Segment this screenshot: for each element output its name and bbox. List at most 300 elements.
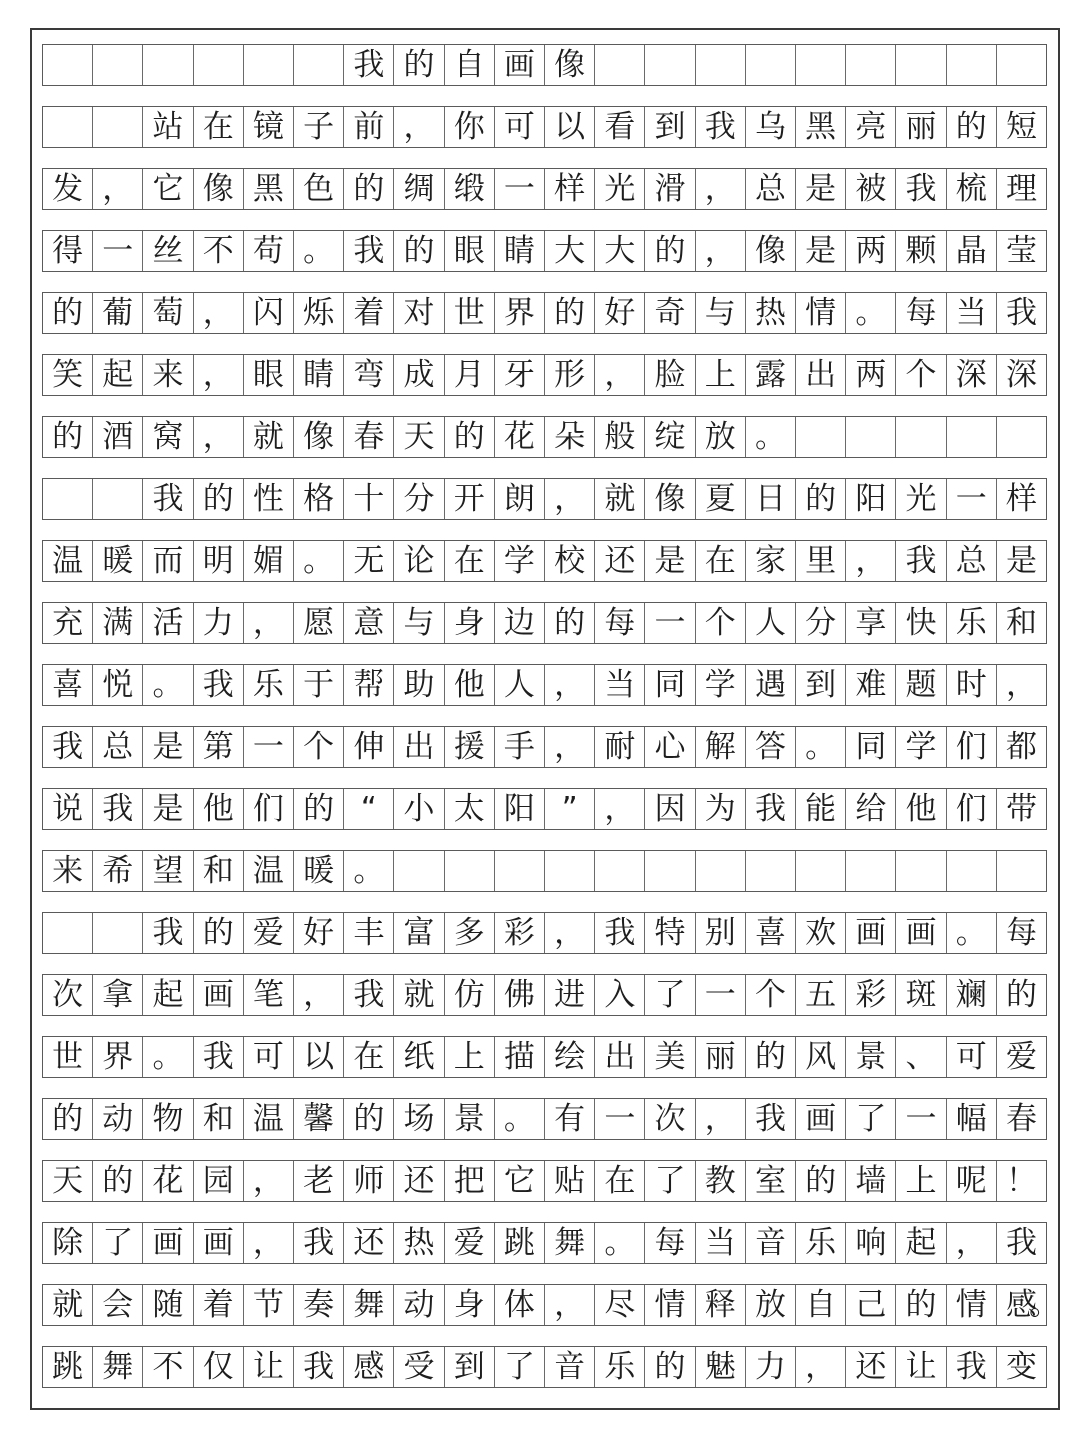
grid-cell: 我 (344, 231, 394, 271)
grid-cell: 的 (344, 169, 394, 209)
grid-cell: 画 (846, 913, 896, 953)
grid-cell (896, 45, 946, 85)
grid-cell: 性 (244, 479, 294, 519)
grid-cell: ， (545, 727, 595, 767)
grid-cell (896, 417, 946, 457)
grid-cell: 站 (143, 107, 193, 147)
grid-cell: 解 (696, 727, 746, 767)
grid-cell: 个 (294, 727, 344, 767)
grid-cell: 在 (696, 541, 746, 581)
grid-cell: 望 (143, 851, 193, 891)
grid-cell: 他 (896, 789, 946, 829)
grid-cell: 还 (595, 541, 645, 581)
grid-cell: 和 (1005, 604, 1037, 641)
grid-cell: ， (394, 107, 444, 147)
grid-cell: 丽 (896, 107, 946, 147)
grid-cell (846, 45, 896, 85)
grid-cell: 幅 (947, 1099, 997, 1139)
grid-cell: 小 (394, 789, 444, 829)
grid-cell: 的 (294, 789, 344, 829)
grid-cell: 随 (143, 1285, 193, 1325)
grid-cell (294, 45, 344, 85)
grid-cell: 是 (645, 541, 695, 581)
grid-cell: 的 (545, 293, 595, 333)
grid-cell: ， (796, 1347, 846, 1387)
grid-cell (545, 851, 595, 891)
grid-cell: 把 (445, 1161, 495, 1201)
grid-cell: 一 (947, 479, 997, 519)
grid-cell: 描 (495, 1037, 545, 1077)
grid-cell (846, 417, 896, 457)
grid-cell: 一 (696, 975, 746, 1015)
grid-cell: 欢 (796, 913, 846, 953)
grid-cell: 满 (93, 603, 143, 643)
grid-cell: 景 (445, 1099, 495, 1139)
grid-cell: 第 (194, 727, 244, 767)
grid-cell: 次 (645, 1099, 695, 1139)
grid-cell: ， (947, 1223, 997, 1263)
grid-cell: 力 (194, 603, 244, 643)
grid-cell (696, 45, 746, 85)
grid-cell: 意 (344, 603, 394, 643)
grid-row (42, 540, 1047, 582)
grid-row (42, 416, 1047, 458)
grid-cell: 萄 (143, 293, 193, 333)
grid-cell: 当 (595, 665, 645, 705)
grid-cell: 花 (495, 417, 545, 457)
grid-cell: 音 (545, 1347, 595, 1387)
grid-row (42, 974, 1047, 1016)
grid-cell: 上 (445, 1037, 495, 1077)
grid-cell: 酒 (93, 417, 143, 457)
grid-cell: ， (93, 169, 143, 209)
grid-cell: 喜 (746, 913, 796, 953)
grid-cell: 边 (495, 603, 545, 643)
grid-cell: 情 (796, 293, 846, 333)
grid-cell: 的 (1005, 976, 1037, 1013)
grid-cell: 仿 (445, 975, 495, 1015)
grid-cell: 子 (294, 107, 344, 147)
grid-cell: 我 (696, 107, 746, 147)
grid-cell: 我 (746, 1099, 796, 1139)
grid-cell (595, 851, 645, 891)
grid-cell: ， (194, 417, 244, 457)
grid-cell: 了 (645, 975, 695, 1015)
grid-row (42, 1160, 1047, 1202)
grid-cell: 的 (947, 107, 997, 147)
grid-cell: 纸 (394, 1037, 444, 1077)
grid-cell (746, 851, 796, 891)
grid-cell: 的 (194, 913, 244, 953)
grid-cell: 镜 (244, 107, 294, 147)
grid-cell (394, 851, 444, 891)
grid-cell: 像 (294, 417, 344, 457)
grid-cell: 教 (696, 1161, 746, 1201)
grid-cell: 界 (93, 1037, 143, 1077)
grid-cell: 我 (143, 913, 193, 953)
grid-cell: 滑 (645, 169, 695, 209)
grid-cell (495, 851, 545, 891)
grid-cell: ， (194, 355, 244, 395)
grid-cell: 日 (746, 479, 796, 519)
grid-cell: 画 (194, 975, 244, 1015)
grid-cell: 眼 (445, 231, 495, 271)
grid-cell: 景 (846, 1037, 896, 1077)
grid-cell: ， (696, 231, 746, 271)
grid-cell: 每 (1005, 914, 1037, 951)
grid-cell: 像 (545, 45, 595, 85)
grid-cell: 暖 (294, 851, 344, 891)
grid-cell: 学 (696, 665, 746, 705)
grid-cell: 放 (746, 1285, 796, 1325)
grid-cell: 一 (93, 231, 143, 271)
grid-cell (645, 851, 695, 891)
grid-cell: 是 (796, 169, 846, 209)
grid-cell: 享 (846, 603, 896, 643)
grid-row (42, 726, 1047, 768)
grid-cell (997, 45, 1046, 85)
grid-cell: 他 (445, 665, 495, 705)
grid-cell: 弯 (344, 355, 394, 395)
grid-row (42, 912, 1047, 954)
grid-cell: 天 (394, 417, 444, 457)
grid-cell: 我 (294, 1223, 344, 1263)
overflow-punctuation: 。 (1029, 1286, 1061, 1323)
grid-cell: 身 (445, 603, 495, 643)
grid-cell: 风 (796, 1037, 846, 1077)
grid-row (42, 292, 1047, 334)
grid-cell: 前 (344, 107, 394, 147)
grid-cell: 于 (294, 665, 344, 705)
grid-cell: 像 (645, 479, 695, 519)
grid-cell: 自 (796, 1285, 846, 1325)
grid-cell: 梳 (947, 169, 997, 209)
grid-cell: 的 (43, 293, 93, 333)
grid-cell (846, 851, 896, 891)
grid-cell: 脸 (645, 355, 695, 395)
grid-cell: 别 (696, 913, 746, 953)
grid-cell (143, 45, 193, 85)
grid-cell: 与 (394, 603, 444, 643)
grid-cell: 感 (344, 1347, 394, 1387)
grid-cell: 理 (1005, 170, 1037, 207)
grid-cell: 我 (194, 665, 244, 705)
grid-cell: 我 (1005, 1224, 1037, 1261)
grid-cell: 样 (1005, 480, 1037, 517)
grid-cell: 能 (796, 789, 846, 829)
grid-cell: 为 (696, 789, 746, 829)
grid-cell: 给 (846, 789, 896, 829)
grid-cell: 来 (43, 851, 93, 891)
grid-cell: 月 (445, 355, 495, 395)
grid-cell: 充 (43, 603, 93, 643)
grid-cell (947, 417, 997, 457)
grid-cell: 苟 (244, 231, 294, 271)
grid-cell: 阳 (846, 479, 896, 519)
grid-cell: 园 (194, 1161, 244, 1201)
grid-cell: 就 (595, 479, 645, 519)
grid-cell (43, 45, 93, 85)
grid-cell: 动 (394, 1285, 444, 1325)
grid-cell: 同 (846, 727, 896, 767)
grid-cell: 画 (796, 1099, 846, 1139)
grid-cell: 一 (244, 727, 294, 767)
grid-cell: 悦 (93, 665, 143, 705)
grid-cell: 爱 (244, 913, 294, 953)
grid-cell: 的 (43, 1099, 93, 1139)
grid-cell: 深 (1005, 356, 1037, 393)
grid-cell: 到 (796, 665, 846, 705)
grid-cell: 我 (344, 975, 394, 1015)
grid-cell: 我 (194, 1037, 244, 1077)
grid-cell: 形 (545, 355, 595, 395)
grid-cell: 仅 (194, 1347, 244, 1387)
grid-row (42, 1036, 1047, 1078)
grid-cell: 分 (796, 603, 846, 643)
grid-cell: 看 (595, 107, 645, 147)
grid-cell: 当 (696, 1223, 746, 1263)
grid-cell: 援 (445, 727, 495, 767)
grid-cell: 像 (746, 231, 796, 271)
grid-cell: 舞 (545, 1223, 595, 1263)
grid-cell: 会 (93, 1285, 143, 1325)
grid-cell: 分 (394, 479, 444, 519)
grid-cell (93, 45, 143, 85)
grid-cell: 、 (896, 1037, 946, 1077)
grid-cell: 在 (595, 1161, 645, 1201)
grid-cell: 。 (796, 727, 846, 767)
grid-cell: 朗 (495, 479, 545, 519)
grid-cell: “ (344, 789, 394, 829)
grid-cell: 的 (796, 1161, 846, 1201)
grid-cell: 释 (696, 1285, 746, 1325)
grid-cell: 。 (495, 1099, 545, 1139)
grid-cell (244, 45, 294, 85)
grid-cell: 无 (344, 541, 394, 581)
grid-cell: ， (545, 1285, 595, 1325)
grid-cell: 乌 (746, 107, 796, 147)
grid-cell: 可 (947, 1037, 997, 1077)
grid-cell: 是 (143, 789, 193, 829)
grid-cell: 光 (896, 479, 946, 519)
grid-cell: 上 (696, 355, 746, 395)
grid-cell: 花 (143, 1161, 193, 1201)
grid-cell: 我 (947, 1347, 997, 1387)
grid-cell: 了 (495, 1347, 545, 1387)
grid-cell: 受 (394, 1347, 444, 1387)
grid-cell: 跳 (495, 1223, 545, 1263)
grid-cell: 一 (645, 603, 695, 643)
grid-cell: 烁 (294, 293, 344, 333)
grid-cell: 手 (495, 727, 545, 767)
grid-cell: 己 (846, 1285, 896, 1325)
grid-cell: 每 (896, 293, 946, 333)
grid-cell (645, 45, 695, 85)
grid-cell: 伸 (344, 727, 394, 767)
grid-cell: 馨 (294, 1099, 344, 1139)
grid-cell: 的 (394, 231, 444, 271)
grid-row (42, 1222, 1047, 1264)
grid-cell: 格 (294, 479, 344, 519)
grid-cell: 黑 (244, 169, 294, 209)
grid-cell: 我 (43, 727, 93, 767)
grid-cell: 就 (43, 1285, 93, 1325)
grid-cell: 黑 (796, 107, 846, 147)
grid-cell: 是 (1005, 542, 1037, 579)
grid-cell: ， (846, 541, 896, 581)
grid-cell: 得 (43, 231, 93, 271)
grid-cell: 。 (846, 293, 896, 333)
grid-cell: 上 (896, 1161, 946, 1201)
grid-cell: 以 (294, 1037, 344, 1077)
grid-cell: 丽 (696, 1037, 746, 1077)
grid-cell: 拿 (93, 975, 143, 1015)
grid-cell: 每 (645, 1223, 695, 1263)
grid-cell: 开 (445, 479, 495, 519)
grid-cell (93, 107, 143, 147)
grid-cell: ， (244, 603, 294, 643)
grid-cell: 的 (43, 417, 93, 457)
grid-cell: 的 (896, 1285, 946, 1325)
grid-cell: 校 (545, 541, 595, 581)
grid-cell: 难 (846, 665, 896, 705)
grid-cell: 起 (896, 1223, 946, 1263)
grid-cell (93, 479, 143, 519)
grid-cell: 丰 (344, 913, 394, 953)
grid-cell: 界 (495, 293, 545, 333)
grid-cell: 两 (846, 231, 896, 271)
grid-cell: 斓 (947, 975, 997, 1015)
grid-cell: 暖 (93, 541, 143, 581)
grid-cell: 它 (495, 1161, 545, 1201)
grid-cell: 情 (947, 1285, 997, 1325)
grid-cell: ， (545, 665, 595, 705)
grid-cell: 让 (244, 1347, 294, 1387)
grid-cell: 总 (93, 727, 143, 767)
grid-cell: 不 (194, 231, 244, 271)
grid-cell: 学 (896, 727, 946, 767)
grid-cell: 。 (294, 231, 344, 271)
grid-cell: 起 (143, 975, 193, 1015)
grid-row (42, 1284, 1061, 1326)
grid-cell: 你 (445, 107, 495, 147)
grid-cell: 起 (93, 355, 143, 395)
grid-cell: 放 (696, 417, 746, 457)
grid-cell: 老 (294, 1161, 344, 1201)
grid-cell: 我 (896, 541, 946, 581)
grid-cell (997, 417, 1046, 457)
grid-row (42, 478, 1047, 520)
grid-cell: 出 (595, 1037, 645, 1077)
grid-cell: 在 (344, 1037, 394, 1077)
grid-cell: 乐 (244, 665, 294, 705)
grid-cell: 五 (796, 975, 846, 1015)
grid-cell: 里 (796, 541, 846, 581)
grid-cell: 春 (344, 417, 394, 457)
grid-cell: 入 (595, 975, 645, 1015)
grid-cell: 温 (244, 851, 294, 891)
grid-cell: 体 (495, 1285, 545, 1325)
grid-cell: 葡 (93, 293, 143, 333)
grid-cell: 晶 (947, 231, 997, 271)
grid-cell: 尽 (595, 1285, 645, 1325)
grid-cell: 春 (1005, 1100, 1037, 1137)
grid-cell: 我 (93, 789, 143, 829)
grid-cell: 让 (896, 1347, 946, 1387)
grid-cell: ， (595, 355, 645, 395)
grid-cell: 是 (143, 727, 193, 767)
grid-cell: 露 (746, 355, 796, 395)
grid-cell: 画 (143, 1223, 193, 1263)
grid-cell: 的 (344, 1099, 394, 1139)
grid-cell: 个 (696, 603, 746, 643)
grid-cell (445, 851, 495, 891)
grid-cell: 一 (495, 169, 545, 209)
grid-cell: 有 (545, 1099, 595, 1139)
grid-cell (796, 417, 846, 457)
grid-cell: 们 (947, 789, 997, 829)
grid-cell: 被 (846, 169, 896, 209)
grid-cell: 次 (43, 975, 93, 1015)
grid-cell: 大 (545, 231, 595, 271)
grid-cell: 答 (746, 727, 796, 767)
grid-cell: 。 (294, 541, 344, 581)
grid-row (42, 106, 1047, 148)
grid-cell: 助 (394, 665, 444, 705)
grid-cell: 阳 (495, 789, 545, 829)
grid-cell (595, 45, 645, 85)
grid-cell: 都 (1005, 728, 1037, 765)
grid-cell: 情 (645, 1285, 695, 1325)
grid-cell: 着 (194, 1285, 244, 1325)
grid-cell: 题 (896, 665, 946, 705)
grid-cell (796, 851, 846, 891)
grid-cell: 力 (746, 1347, 796, 1387)
grid-cell: 爱 (1005, 1038, 1037, 1075)
grid-cell: 活 (143, 603, 193, 643)
grid-cell: 般 (595, 417, 645, 457)
grid-cell: 亮 (846, 107, 896, 147)
grid-cell: 可 (495, 107, 545, 147)
grid-row (42, 850, 1047, 892)
grid-cell: 我 (595, 913, 645, 953)
grid-cell: 乐 (947, 603, 997, 643)
grid-cell (43, 913, 93, 953)
grid-cell: 个 (896, 355, 946, 395)
grid-cell: 自 (445, 45, 495, 85)
grid-cell: 一 (595, 1099, 645, 1139)
grid-cell (43, 107, 93, 147)
grid-cell: 笑 (43, 355, 93, 395)
grid-cell: 发 (43, 169, 93, 209)
grid-cell: 我 (896, 169, 946, 209)
grid-cell: 人 (746, 603, 796, 643)
grid-cell: 我 (1005, 294, 1037, 331)
grid-cell: 人 (495, 665, 545, 705)
grid-cell: 贴 (545, 1161, 595, 1201)
grid-row (42, 1346, 1047, 1388)
grid-cell: 缎 (445, 169, 495, 209)
grid-row (42, 1098, 1047, 1140)
grid-cell: 室 (746, 1161, 796, 1201)
grid-cell: 它 (143, 169, 193, 209)
grid-cell: 彩 (846, 975, 896, 1015)
grid-cell: ， (244, 1223, 294, 1263)
grid-cell: 学 (495, 541, 545, 581)
grid-cell: 因 (645, 789, 695, 829)
grid-cell: 帮 (344, 665, 394, 705)
grid-cell (746, 45, 796, 85)
